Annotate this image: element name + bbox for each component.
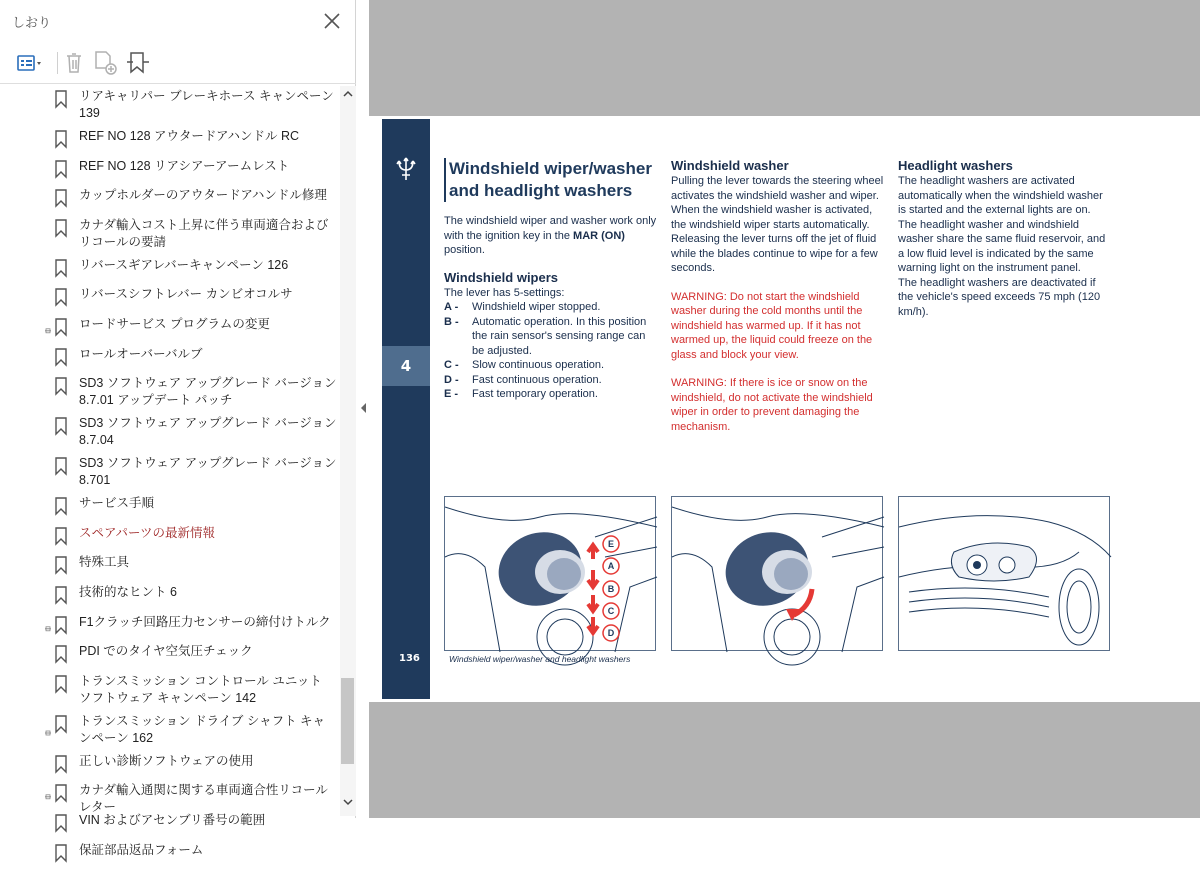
bookmark-label: カナダ輸入コスト上昇に伴う車両適合およびリコールの要請 [79, 217, 329, 249]
bookmark-item[interactable] [0, 286, 340, 316]
page-number: 136 [399, 653, 420, 664]
chapter-tab-bar [382, 119, 430, 699]
bookmark-item[interactable] [0, 217, 340, 257]
setting-key: B - [444, 315, 459, 328]
bookmark-item[interactable] [0, 554, 340, 584]
setting-item [444, 358, 659, 373]
bookmark-item[interactable] [0, 753, 340, 783]
setting-text: Windshield wiper stopped. [472, 301, 601, 313]
setting-key: E - [444, 388, 459, 400]
bookmark-item[interactable] [0, 257, 340, 287]
bookmark-label: ロードサービス プログラムの変更 [79, 317, 270, 331]
bookmark-label: 保証部品返品フォーム [79, 842, 204, 857]
bookmark-item[interactable] [0, 88, 340, 128]
intro-paragraph: The windshield wiper and washer work only with the ignition key in the MAR (ON) position. [444, 215, 657, 256]
wipers-lead: The lever has 5-settings: [444, 286, 565, 299]
bookmark-icon [53, 189, 69, 207]
bookmark-item[interactable] [0, 187, 340, 217]
bookmark-icon [53, 130, 69, 148]
trident-logo-icon [395, 156, 417, 182]
bookmark-label: VIN およびアセンブリ番号の範囲 [79, 813, 266, 827]
bookmark-label: SD3 ソフトウェア アップグレード バージョン 8.7.01 アップデート パッチ [79, 376, 337, 408]
chapter-number: 4 [382, 346, 430, 386]
bookmark-icon [53, 645, 69, 663]
bookmark-label: SD3 ソフトウェア アップグレード バージョン 8.7.04 [79, 416, 337, 448]
expand-toggle-icon[interactable] [44, 782, 52, 812]
bookmark-item[interactable] [0, 643, 340, 673]
bookmark-label: 正しい診断ソフトウェアの使用 [79, 753, 254, 768]
bookmark-icon [53, 497, 69, 515]
bookmark-label: REF NO 128 アウタードアハンドル RC [79, 129, 300, 143]
figure-wiper-lever-settings [444, 496, 656, 651]
headlight-paragraph-1: The headlight washers are activated automatically when the windshield washer is started and the external lights are on. [898, 175, 1103, 216]
setting-key: D - [444, 373, 459, 386]
column-wipers [444, 158, 659, 402]
bookmark-item[interactable] [0, 375, 340, 415]
bookmark-label: リアキャリパー ブレーキホース キャンペーン 139 [79, 89, 334, 120]
setting-item [444, 315, 659, 359]
bookmark-item[interactable] [0, 812, 340, 842]
setting-text: Automatic operation. In this position the rain sensor's sensing range can be adjusted. [472, 315, 647, 357]
bookmark-icon [53, 586, 69, 604]
close-icon[interactable] [322, 11, 342, 31]
washer-paragraph-2: When the windshield washer is activated, the windshield wiper starts automatically. Releasing the lever turns off the jet of fluid while the blades continue to wipe for a few seconds. [671, 204, 878, 274]
find-bookmark-icon[interactable] [124, 50, 152, 76]
bookmark-icon [53, 417, 69, 435]
bookmark-label: サービス手順 [79, 496, 155, 511]
washer-lever-illustration [672, 497, 884, 652]
bookmark-label: 技術的なヒント 6 [79, 585, 177, 599]
bookmarks-panel-header [0, 0, 356, 42]
setting-text: Fast temporary operation. [472, 388, 598, 400]
bookmark-label: カップホルダーのアウタードアハンドル修理 [79, 188, 327, 203]
column-washer [671, 158, 886, 434]
warning-cold-months: WARNING: Do not start the windshield washer during the cold months until the windshield has warmed up. If it has not warmed up, the liquid could freeze on the glass and block your view. [671, 290, 873, 361]
bookmark-icon [53, 219, 69, 237]
bookmark-label: 特殊工具 [79, 555, 130, 570]
bookmark-item[interactable] [0, 782, 340, 815]
fig-label-a: A [607, 561, 615, 571]
bookmark-label: SD3 ソフトウェア アップグレード バージョン 8.701 [79, 456, 337, 488]
toolbar-separator [57, 52, 58, 74]
wipers-heading: Windshield wipers [444, 269, 559, 285]
fig-label-d: D [607, 628, 615, 638]
fig-label-b: B [607, 584, 615, 594]
bookmark-item[interactable] [0, 525, 340, 555]
setting-text: Fast continuous operation. [472, 373, 602, 386]
bookmark-icon [53, 844, 69, 862]
bookmark-item[interactable] [0, 316, 340, 346]
headlight-heading: Headlight washers [898, 158, 1013, 173]
fig-label-c: C [607, 606, 615, 616]
headlight-illustration [899, 497, 1111, 652]
bookmark-icon [53, 675, 69, 693]
bookmark-item[interactable] [0, 415, 340, 455]
bookmarks-panel-title: しおり [12, 16, 52, 31]
bookmark-icon [53, 160, 69, 178]
expand-toggle-icon[interactable] [44, 614, 52, 644]
bookmark-icon [53, 318, 69, 336]
bookmark-item[interactable] [0, 584, 340, 614]
column-headlight [898, 158, 1113, 319]
bookmark-item[interactable] [0, 614, 340, 644]
bookmark-item[interactable] [0, 842, 340, 871]
washer-heading: Windshield washer [671, 158, 789, 173]
bookmark-label: リバースギアレバーキャンペーン 126 [79, 257, 289, 272]
bookmark-label: トランスミッション コントロール ユニット ソフトウェア キャンペーン 142 [79, 673, 322, 705]
bookmark-item[interactable] [0, 346, 340, 376]
warning-ice-snow: WARNING: If there is ice or snow on the windshield, do not activate the windshield wiper in order to prevent damaging the mechanism. [671, 377, 873, 433]
bookmarks-panel [0, 0, 356, 857]
headlight-paragraph-3: The headlight washers are deactivated if the vehicle's speed exceeds 75 mph (120 km/h). [898, 276, 1101, 318]
bookmark-icon [53, 616, 69, 634]
document-page [369, 116, 1200, 702]
collapse-panel-icon[interactable] [359, 402, 367, 414]
bookmark-item[interactable] [0, 495, 340, 525]
setting-key: C - [444, 359, 459, 371]
setting-item [444, 373, 659, 388]
setting-key: A - [444, 301, 459, 313]
setting-text: Slow continuous operation. [472, 359, 605, 371]
bookmark-icon [53, 259, 69, 277]
figure-washer-pull [671, 496, 883, 651]
bookmark-icon [53, 755, 69, 773]
bookmark-label: REF NO 128 リアシアーアームレスト [79, 158, 290, 173]
bookmark-label: ロールオーバーバルブ [79, 346, 203, 361]
bookmark-icon [53, 527, 69, 545]
bookmark-options-icon[interactable] [16, 50, 44, 76]
chevron-up-icon[interactable] [342, 88, 354, 100]
bookmark-icon [53, 556, 69, 574]
bookmark-icon [53, 377, 69, 395]
bookmark-item[interactable] [0, 158, 340, 188]
bookmark-list [0, 86, 340, 857]
page-title: Windshield wiper/washer and headlight washers [444, 158, 659, 202]
bookmark-label: F1クラッチ回路圧力センサーの締付けトルク [79, 614, 331, 629]
bookmark-icon [53, 814, 69, 832]
trash-icon[interactable] [62, 50, 90, 76]
bookmark-icon [53, 784, 69, 802]
settings-list [444, 300, 659, 402]
bookmark-label: トランスミッション ドライブ シャフト キャンペーン 162 [79, 713, 326, 745]
add-bookmark-icon[interactable] [92, 50, 120, 76]
setting-item [444, 387, 659, 402]
bookmarks-toolbar [0, 42, 356, 84]
bookmark-label: PDI でのタイヤ空気圧チェック [79, 644, 253, 659]
bookmark-label: リバースシフトレバー カンビオコルサ [79, 287, 293, 302]
wiper-lever-illustration [445, 497, 657, 652]
bookmark-item[interactable] [0, 673, 340, 713]
bookmark-icon [53, 457, 69, 475]
headlight-paragraph-2: The headlight washer and windshield washer share the same fluid reservoir, and a low fluid level is indicated by the same warning light on the instrument panel. [898, 218, 1106, 274]
expand-toggle-icon[interactable] [44, 316, 52, 346]
chevron-down-icon[interactable] [342, 796, 354, 808]
fig-label-e: E [607, 539, 615, 549]
bookmark-item[interactable] [0, 713, 340, 753]
bookmark-icon [53, 348, 69, 366]
bookmark-item[interactable] [0, 128, 340, 158]
bookmark-icon [53, 90, 69, 108]
bookmark-icon [53, 715, 69, 733]
ignition-key-position: MAR (ON) [573, 229, 625, 242]
expand-toggle-icon[interactable] [44, 713, 52, 753]
bookmark-item[interactable] [0, 455, 340, 495]
scrollbar-thumb[interactable] [341, 678, 354, 764]
setting-item [444, 300, 659, 315]
bookmark-icon [53, 288, 69, 306]
figure-headlight-washers [898, 496, 1110, 651]
bookmark-label: カナダ輸入通関に関する車両適合性リコールレター [79, 783, 328, 815]
washer-paragraph-1: Pulling the lever towards the steering wheel activates the windshield washer and wiper. [671, 175, 884, 202]
figure-caption: Windshield wiper/washer and headlight washers [449, 654, 631, 664]
bookmark-label: スペアパーツの最新情報 [79, 525, 216, 540]
